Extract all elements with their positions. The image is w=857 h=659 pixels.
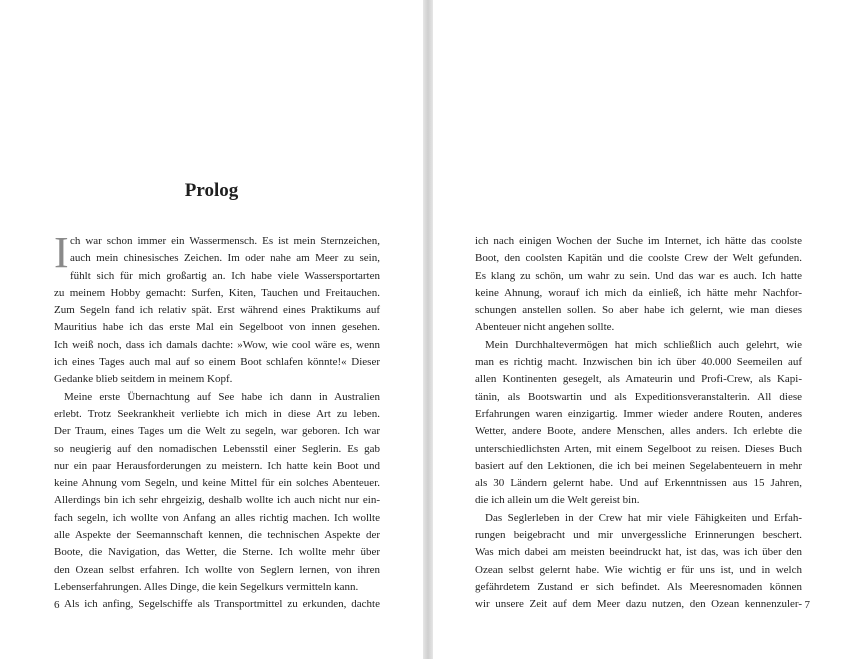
- text-line: wir unsere Zeit auf dem Meer dazu nutzen, den Ozean kennenzuler-: [475, 598, 802, 611]
- text-line: den Ozean selbst erfahren. Ich wollte von Seglern lernen, von ihren: [54, 563, 380, 576]
- text-line: Als ich anfing, Segelschiffe als Transportmittel zu erkunden, dachte: [64, 598, 380, 611]
- text-line: Es klang zu schön, um wahr zu sein. Und das war es auch. Ich hatte: [475, 269, 802, 282]
- text-line: ich eines Tages auch mal auf so einem Boot schlafen könnte!« Dieser: [54, 356, 380, 369]
- drop-cap: I: [54, 228, 69, 277]
- text-line: Wetter, andere Boote, andere Menschen, alles anders. Ich erlebte die: [475, 425, 802, 438]
- text-line: fach segeln, ich wollte von Anfang an alles richtig machen. Ich wollte: [54, 511, 380, 524]
- text-line: tänin, als Bootswartin und als Expeditionsveranstalterin. All diese: [475, 390, 802, 403]
- page-number: 7: [804, 599, 810, 611]
- text-line: unterschiedlichsten Arten, mit einem Segelboot zu reisen. Dieses Buch: [475, 442, 802, 455]
- text-line: Was mich dabei am meisten beeindruckt hat, ist das, was ich über den: [475, 546, 802, 559]
- text-line: Boot, den coolsten Kapitän und die coolste Crew der Welt gefunden.: [475, 252, 802, 265]
- page-number: 6: [54, 599, 60, 611]
- left-page: [0, 0, 423, 659]
- text-line: Gedanke blieb seitdem in meinem Kopf.: [54, 373, 233, 386]
- right-page: [433, 0, 857, 659]
- text-line: die ich allein um die Welt gereist bin.: [475, 494, 640, 507]
- text-line: Mein Durchhaltevermögen hat mich schließlich auch gelehrt, wie: [485, 338, 802, 351]
- text-line: schungen anstellen sollen. So aber habe ich gelernt, wie man dieses: [475, 304, 802, 317]
- text-line: keine Ahnung vom Segeln, und keine Mittel für ein solches Abenteuer.: [54, 477, 380, 490]
- text-line: ch war schon immer ein Wassermensch. Es ist mein Sternzeichen,: [70, 235, 380, 247]
- text-line: Ich weiß noch, dass ich damals dachte: »Wow, wie cool wäre es, wenn: [54, 338, 380, 351]
- text-line: Das Seglerleben in der Crew hat mir viele Fähigkeiten und Erfah-: [485, 511, 802, 524]
- text-line: erlebt. Trotz Seekrankheit verliebte ich mich in diese Art zu leben.: [54, 407, 380, 420]
- text-line: Mauritius habe ich das erste Mal ein Segelboot von innen gesehen.: [54, 321, 380, 334]
- text-line: gefährdetem Zustand er sich befindet. Als Meeresnomaden können: [475, 580, 802, 593]
- text-line: nur ein paar Herausforderungen zu meistern. Ich hatte kein Boot und: [54, 459, 380, 472]
- text-line: Erfahrungen waren einzigartig. Immer wieder andere Routen, anderes: [475, 407, 802, 420]
- chapter-title: Prolog: [184, 180, 239, 201]
- text-line: allen Kontinenten gesegelt, als Amateurin und Profi-Crew, als Kapi-: [475, 373, 802, 386]
- text-line: ich nach einigen Wochen der Suche im Internet, ich hätte das coolste: [475, 235, 802, 247]
- book-gutter: [423, 0, 433, 659]
- text-line: Zum Segeln fand ich relativ spät. Erst während eines Praktikums auf: [54, 304, 380, 317]
- right-body-text: [475, 233, 802, 614]
- text-line: zu meinem Hobby gemacht: Surfen, Kiten, Tauchen und Freitauchen.: [54, 286, 380, 299]
- text-line: alle Aspekte der Seemannschaft kennen, die technischen Aspekte der: [54, 529, 380, 542]
- text-line: Allerdings bin ich sehr ehrgeizig, deshalb wollte ich auch nicht nur ein-: [54, 494, 380, 507]
- text-line: so neugierig auf den nomadischen Lebensstil einer Seglerin. Es gab: [54, 442, 380, 455]
- text-line: Boote, die Navigation, das Wetter, die Sterne. Ich wollte mehr über: [54, 546, 380, 559]
- text-line: Abenteuer nicht angehen sollte.: [475, 321, 615, 334]
- text-line: rungen beigebracht und mir unvergessliche Erinnerungen beschert.: [475, 529, 802, 542]
- left-body-text: [54, 228, 380, 614]
- text-line: Der Traum, eines Tages um die Welt zu segeln, war geboren. Ich war: [54, 425, 380, 438]
- text-line: basiert auf den Lektionen, die ich bei meinen Segelabenteuern in mehr: [475, 459, 802, 472]
- text-line: Meine erste Übernachtung auf See habe ich dann in Australien: [64, 390, 380, 403]
- text-line: als 30 Ländern gelernt habe. Und auf Erkenntnissen aus 15 Jahren,: [475, 477, 802, 490]
- text-line: man es richtig macht. Inzwischen bin ich über 40.000 Seemeilen auf: [475, 356, 802, 369]
- text-line: fühlt sich für mich großartig an. Ich habe viele Wassersportarten: [70, 269, 380, 282]
- text-line: keine Ahnung, worauf ich mich da einließ, ich hätte mehr Nachfor-: [475, 286, 802, 299]
- text-line: Lebenserfahrungen. Alles Dinge, die kein Segelkurs vermitteln kann.: [54, 580, 359, 593]
- text-line: auch mein chinesisches Zeichen. Im oder nahe am Meer zu sein,: [70, 252, 380, 265]
- text-line: Ozean selbst gelernt habe. Wie wichtig er für uns ist, und in welch: [475, 563, 802, 576]
